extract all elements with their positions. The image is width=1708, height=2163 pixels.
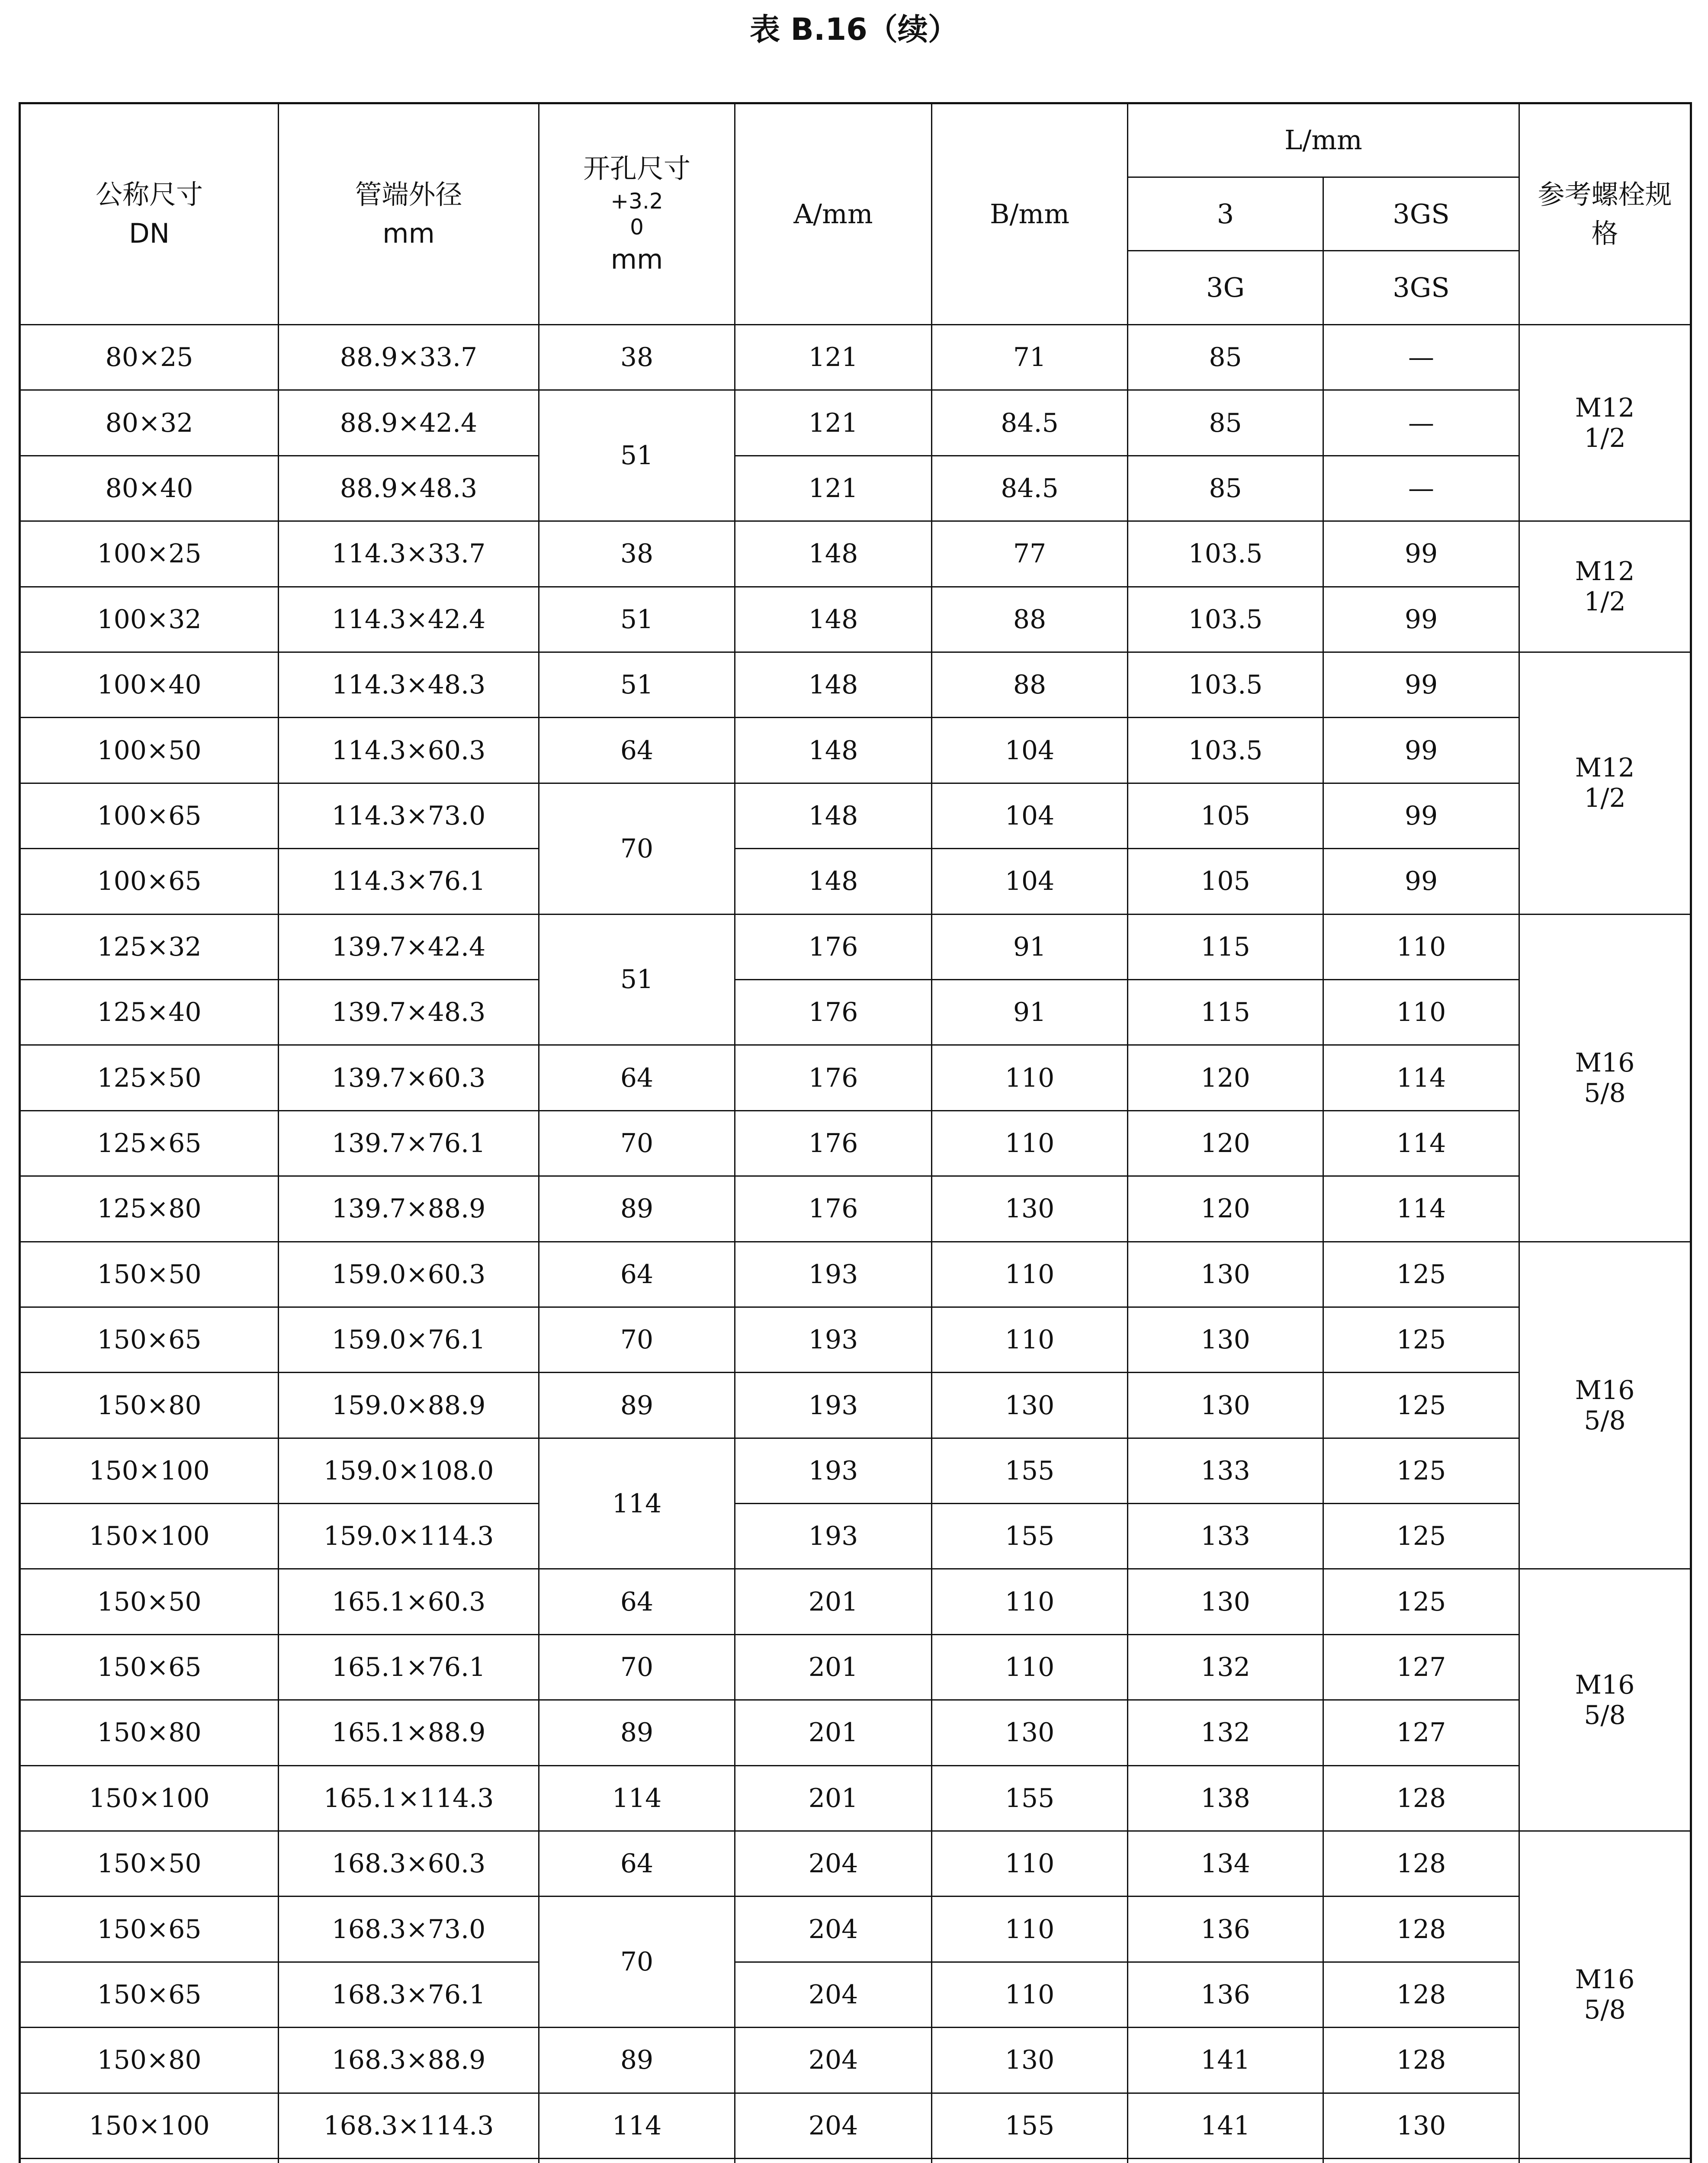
cell-bolt-spec [1519, 325, 1691, 521]
cell-b: 110 [932, 1962, 1128, 2027]
cell-l-3gs: — [1323, 456, 1519, 521]
cell-a: 193 [735, 1242, 932, 1307]
header-bolt-spec: 参考螺栓规格 [1519, 103, 1691, 325]
cell-nominal-size: 150×65 [20, 1307, 279, 1372]
cell-outer-diameter [279, 2159, 539, 2163]
cell-nominal-size: 150×80 [20, 1373, 279, 1438]
table-row [20, 1307, 1691, 1372]
table-row [20, 849, 1691, 914]
cell-l-3: 136 [1128, 1897, 1323, 1962]
cell-l-3: 120 [1128, 1110, 1323, 1176]
cell-hole-size: 89 [539, 1700, 735, 1765]
bolt-inch-size: 5/8 [1584, 1405, 1626, 1436]
cell-nominal-size: 150×65 [20, 1897, 279, 1962]
cell-nominal-size: 150×80 [20, 2028, 279, 2093]
cell-hole-size: 89 [539, 1176, 735, 1242]
cell-bolt-spec [1519, 1569, 1691, 1831]
cell-a: 201 [735, 1765, 932, 1831]
table-row [20, 2028, 1691, 2093]
cell-outer-diameter: 88.9×42.4 [279, 390, 539, 456]
cell-hole-size: 64 [539, 1831, 735, 1897]
cell-bolt-spec [1519, 1242, 1691, 1569]
table-row [20, 1242, 1691, 1307]
cell-b: 110 [932, 1242, 1128, 1307]
cell-hole-size: 114 [539, 1765, 735, 1831]
cell-l-3gs: 99 [1323, 652, 1519, 718]
cell-nominal-size: 125×65 [20, 1110, 279, 1176]
bolt-metric-size: M16 [1575, 1375, 1635, 1406]
cell-bolt-spec [1519, 2159, 1691, 2163]
header-l-3: 3 [1128, 177, 1323, 251]
cell-l-3: 133 [1128, 1438, 1323, 1503]
bolt-inch-size: 1/2 [1584, 423, 1626, 453]
cell-b: 104 [932, 849, 1128, 914]
bolt-inch-size: 5/8 [1584, 1078, 1626, 1108]
cell-l-3gs: 127 [1323, 1634, 1519, 1700]
table-title: 表 B.16（续） [750, 12, 958, 47]
table-row [20, 1765, 1691, 1831]
cell-outer-diameter: 159.0×60.3 [279, 1242, 539, 1307]
cell-b: 91 [932, 979, 1128, 1045]
cell-a: 121 [735, 456, 932, 521]
table-row [20, 1373, 1691, 1438]
cell-nominal-size: 150×65 [20, 1634, 279, 1700]
cell-l-3: 85 [1128, 325, 1323, 390]
cell-l-3gs: 99 [1323, 587, 1519, 652]
cell-l-3gs: 125 [1323, 1307, 1519, 1372]
cell-l-3gs: 99 [1323, 783, 1519, 848]
table-row [20, 1438, 1691, 1503]
cell-l-3gs: — [1323, 390, 1519, 456]
cell-a: 148 [735, 652, 932, 718]
bolt-metric-size: M16 [1575, 1669, 1635, 1700]
cell-hole-size: 64 [539, 1045, 735, 1110]
cell-outer-diameter: 168.3×76.1 [279, 1962, 539, 2027]
header-a: A/mm [735, 103, 932, 325]
cell-b: 91 [932, 914, 1128, 979]
cell-outer-diameter: 114.3×76.1 [279, 849, 539, 914]
cell-l-3: 105 [1128, 783, 1323, 848]
header-outer-diameter-unit: mm [382, 218, 435, 250]
table-row [20, 521, 1691, 587]
cell-b: 110 [932, 1831, 1128, 1897]
cell-l-3: 130 [1128, 1242, 1323, 1307]
header-hole-tolerance-lower: 0 [630, 215, 644, 240]
cell-hole-size: 64 [539, 1242, 735, 1307]
cell-b: 88 [932, 587, 1128, 652]
header-b: B/mm [932, 103, 1128, 325]
cell-outer-diameter: 168.3×114.3 [279, 2093, 539, 2158]
cell-hole-size: 51 [539, 587, 735, 652]
cell-a: 176 [735, 1045, 932, 1110]
cell-outer-diameter: 165.1×114.3 [279, 1765, 539, 1831]
header-hole-tolerance-upper: +3.2 [610, 189, 663, 214]
cell-a: 193 [735, 1307, 932, 1372]
cell-outer-diameter: 168.3×60.3 [279, 1831, 539, 1897]
cell-a: 148 [735, 718, 932, 783]
cell-a: 176 [735, 979, 932, 1045]
cell-b: 130 [932, 1176, 1128, 1242]
table-row [20, 1634, 1691, 1700]
bolt-inch-size: 5/8 [1584, 1700, 1626, 1730]
cell-b: 155 [932, 1504, 1128, 1569]
cell-hole-size: 114 [539, 2093, 735, 2158]
header-outer-diameter-label: 管端外径 [355, 179, 462, 211]
cell-l-3: 132 [1128, 1634, 1323, 1700]
cell-l-3: 133 [1128, 1504, 1323, 1569]
cell-a: 204 [735, 1962, 932, 2027]
cell-l-3gs: 128 [1323, 1962, 1519, 2027]
cell-outer-diameter: 139.7×42.4 [279, 914, 539, 979]
cell-outer-diameter: 165.1×88.9 [279, 1700, 539, 1765]
cell-outer-diameter: 165.1×76.1 [279, 1634, 539, 1700]
cell-l-3gs: 99 [1323, 521, 1519, 587]
cell-outer-diameter: 159.0×108.0 [279, 1438, 539, 1503]
cell-outer-diameter: 159.0×88.9 [279, 1373, 539, 1438]
cell-l-3gs: 125 [1323, 1242, 1519, 1307]
cell-l-3: 130 [1128, 1307, 1323, 1372]
table-row [20, 587, 1691, 652]
cell-hole-size: 89 [539, 2028, 735, 2093]
cell-a: 204 [735, 2028, 932, 2093]
cell-l-3gs [1323, 2159, 1519, 2163]
cell-bolt-spec [1519, 1831, 1691, 2159]
table-row [20, 1831, 1691, 1897]
cell-a: 201 [735, 1569, 932, 1634]
header-hole-size-label: 开孔尺寸 [583, 153, 690, 185]
cell-b: 110 [932, 1634, 1128, 1700]
specification-table [19, 102, 1692, 2163]
cell-l-3gs: 125 [1323, 1438, 1519, 1503]
cell-hole-size: 38 [539, 521, 735, 587]
cell-a: 176 [735, 914, 932, 979]
cell-l-3gs: 114 [1323, 1110, 1519, 1176]
table-row [20, 456, 1691, 521]
cell-nominal-size: 150×100 [20, 1765, 279, 1831]
header-nominal-size-label: 公称尺寸 [95, 179, 203, 211]
cell-b: 130 [932, 1700, 1128, 1765]
cell-l-3gs: 110 [1323, 914, 1519, 979]
cell-hole-size: 51 [539, 652, 735, 718]
cell-b: 130 [932, 1373, 1128, 1438]
cell-l-3gs: 125 [1323, 1504, 1519, 1569]
table-header [20, 103, 1691, 325]
cell-l-3: 120 [1128, 1176, 1323, 1242]
cell-a: 148 [735, 783, 932, 848]
cell-outer-diameter: 114.3×60.3 [279, 718, 539, 783]
cell-b: 110 [932, 1307, 1128, 1372]
cell-nominal-size: 150×80 [20, 1700, 279, 1765]
bolt-metric-size: M16 [1575, 1964, 1635, 1995]
cell-hole-size: 51 [539, 390, 735, 521]
cell-l-3gs: 128 [1323, 2028, 1519, 2093]
cell-l-3gs: — [1323, 325, 1519, 390]
cell-b: 110 [932, 1569, 1128, 1634]
cell-hole-size [539, 2159, 735, 2163]
table-row [20, 914, 1691, 979]
cell-nominal-size: 100×65 [20, 783, 279, 848]
cell-l-3: 136 [1128, 1962, 1323, 2027]
cell-outer-diameter: 168.3×73.0 [279, 1897, 539, 1962]
cell-l-3: 115 [1128, 979, 1323, 1045]
cell-a: 204 [735, 2093, 932, 2158]
table-row [20, 783, 1691, 848]
cell-nominal-size: 100×65 [20, 849, 279, 914]
cell-b: 77 [932, 521, 1128, 587]
cell-nominal-size: 150×100 [20, 1504, 279, 1569]
cell-outer-diameter: 139.7×48.3 [279, 979, 539, 1045]
cell-l-3gs: 128 [1323, 1897, 1519, 1962]
cell-l-3: 115 [1128, 914, 1323, 979]
cell-b: 110 [932, 1897, 1128, 1962]
cell-nominal-size [20, 2159, 279, 2163]
cell-bolt-spec [1519, 652, 1691, 915]
cell-l-3gs: 128 [1323, 1831, 1519, 1897]
cell-nominal-size: 100×25 [20, 521, 279, 587]
cell-nominal-size: 100×40 [20, 652, 279, 718]
cell-l-3: 103.5 [1128, 521, 1323, 587]
cell-hole-size: 114 [539, 1438, 735, 1569]
table-row [20, 1897, 1691, 1962]
cell-nominal-size: 150×100 [20, 2093, 279, 2158]
cell-outer-diameter: 168.3×88.9 [279, 2028, 539, 2093]
table-row [20, 2159, 1691, 2163]
cell-b: 84.5 [932, 456, 1128, 521]
cell-outer-diameter: 114.3×48.3 [279, 652, 539, 718]
header-hole-size [539, 103, 735, 325]
cell-l-3gs: 127 [1323, 1700, 1519, 1765]
table-row [20, 2093, 1691, 2158]
header-nominal-size-unit: DN [128, 218, 170, 250]
cell-b: 110 [932, 1110, 1128, 1176]
header-hole-size-unit: mm [610, 244, 663, 276]
header-outer-diameter [279, 103, 539, 325]
cell-hole-size: 70 [539, 1307, 735, 1372]
table-row [20, 390, 1691, 456]
cell-l-3: 134 [1128, 1831, 1323, 1897]
cell-b: 84.5 [932, 390, 1128, 456]
cell-bolt-spec [1519, 521, 1691, 652]
cell-l-3: 130 [1128, 1569, 1323, 1634]
header-l: L/mm [1128, 103, 1519, 177]
cell-hole-size: 38 [539, 325, 735, 390]
table-row [20, 1569, 1691, 1634]
cell-hole-size: 70 [539, 783, 735, 914]
cell-l-3: 103.5 [1128, 718, 1323, 783]
cell-l-3: 103.5 [1128, 587, 1323, 652]
table-row [20, 1045, 1691, 1110]
cell-hole-size: 51 [539, 914, 735, 1045]
cell-l-3: 120 [1128, 1045, 1323, 1110]
table-row [20, 1504, 1691, 1569]
cell-hole-size: 64 [539, 718, 735, 783]
bolt-inch-size: 5/8 [1584, 1995, 1626, 2025]
cell-l-3gs: 125 [1323, 1373, 1519, 1438]
cell-nominal-size: 150×50 [20, 1242, 279, 1307]
cell-l-3gs: 125 [1323, 1569, 1519, 1634]
cell-l-3: 85 [1128, 390, 1323, 456]
header-l-3gs-bottom: 3GS [1323, 251, 1519, 325]
cell-a: 148 [735, 849, 932, 914]
cell-nominal-size: 125×32 [20, 914, 279, 979]
cell-nominal-size: 80×32 [20, 390, 279, 456]
cell-nominal-size: 80×40 [20, 456, 279, 521]
cell-l-3gs: 110 [1323, 979, 1519, 1045]
cell-l-3: 138 [1128, 1765, 1323, 1831]
cell-outer-diameter: 139.7×88.9 [279, 1176, 539, 1242]
cell-nominal-size: 100×32 [20, 587, 279, 652]
cell-outer-diameter: 88.9×48.3 [279, 456, 539, 521]
cell-hole-size: 70 [539, 1634, 735, 1700]
cell-b: 130 [932, 2028, 1128, 2093]
table-row [20, 1700, 1691, 1765]
table-row [20, 979, 1691, 1045]
cell-outer-diameter: 88.9×33.7 [279, 325, 539, 390]
bolt-metric-size: M12 [1575, 556, 1635, 587]
cell-nominal-size: 150×50 [20, 1831, 279, 1897]
header-l-3gs-top: 3GS [1323, 177, 1519, 251]
cell-a: 176 [735, 1176, 932, 1242]
bolt-inch-size: 1/2 [1584, 587, 1626, 617]
cell-l-3gs: 130 [1323, 2093, 1519, 2158]
cell-nominal-size: 150×100 [20, 1438, 279, 1503]
header-nominal-size [20, 103, 279, 325]
bolt-inch-size: 1/2 [1584, 783, 1626, 814]
cell-a: 193 [735, 1438, 932, 1503]
cell-hole-size: 70 [539, 1110, 735, 1176]
cell-l-3gs: 114 [1323, 1176, 1519, 1242]
cell-a: 121 [735, 390, 932, 456]
cell-a: 121 [735, 325, 932, 390]
cell-nominal-size: 80×25 [20, 325, 279, 390]
cell-a: 176 [735, 1110, 932, 1176]
table-row [20, 1110, 1691, 1176]
table-row [20, 325, 1691, 390]
cell-a: 148 [735, 587, 932, 652]
table-row [20, 1962, 1691, 2027]
header-l-3g: 3G [1128, 251, 1323, 325]
cell-l-3: 105 [1128, 849, 1323, 914]
cell-outer-diameter: 139.7×60.3 [279, 1045, 539, 1110]
cell-b: 88 [932, 652, 1128, 718]
cell-l-3gs: 99 [1323, 718, 1519, 783]
table-row [20, 1176, 1691, 1242]
cell-l-3 [1128, 2159, 1323, 2163]
cell-outer-diameter: 159.0×76.1 [279, 1307, 539, 1372]
cell-l-3: 85 [1128, 456, 1323, 521]
cell-a: 204 [735, 1831, 932, 1897]
bolt-metric-size: M16 [1575, 1047, 1635, 1078]
cell-outer-diameter: 165.1×60.3 [279, 1569, 539, 1634]
cell-nominal-size: 125×80 [20, 1176, 279, 1242]
cell-outer-diameter: 114.3×33.7 [279, 521, 539, 587]
cell-outer-diameter: 159.0×114.3 [279, 1504, 539, 1569]
bolt-metric-size: M12 [1575, 753, 1635, 783]
cell-a: 204 [735, 1897, 932, 1962]
cell-l-3: 130 [1128, 1373, 1323, 1438]
cell-outer-diameter: 114.3×42.4 [279, 587, 539, 652]
cell-outer-diameter: 114.3×73.0 [279, 783, 539, 848]
cell-l-3gs: 114 [1323, 1045, 1519, 1110]
cell-a: 201 [735, 1700, 932, 1765]
cell-a: 193 [735, 1504, 932, 1569]
cell-hole-size: 64 [539, 1569, 735, 1634]
cell-hole-size: 89 [539, 1373, 735, 1438]
table-body [20, 325, 1691, 2163]
cell-b: 155 [932, 1765, 1128, 1831]
cell-l-3gs: 99 [1323, 849, 1519, 914]
table-row [20, 652, 1691, 718]
cell-a: 193 [735, 1373, 932, 1438]
table-row [20, 718, 1691, 783]
cell-nominal-size: 150×65 [20, 1962, 279, 2027]
cell-b: 104 [932, 718, 1128, 783]
cell-nominal-size: 125×40 [20, 979, 279, 1045]
cell-l-3gs: 128 [1323, 1765, 1519, 1831]
cell-a: 148 [735, 521, 932, 587]
cell-outer-diameter: 139.7×76.1 [279, 1110, 539, 1176]
cell-nominal-size: 150×50 [20, 1569, 279, 1634]
cell-bolt-spec [1519, 914, 1691, 1242]
cell-l-3: 103.5 [1128, 652, 1323, 718]
cell-b [932, 2159, 1128, 2163]
cell-a [735, 2159, 932, 2163]
cell-b: 104 [932, 783, 1128, 848]
cell-b: 71 [932, 325, 1128, 390]
cell-l-3: 132 [1128, 1700, 1323, 1765]
cell-b: 110 [932, 1045, 1128, 1110]
bolt-metric-size: M12 [1575, 392, 1635, 423]
cell-b: 155 [932, 2093, 1128, 2158]
cell-l-3: 141 [1128, 2093, 1323, 2158]
cell-b: 155 [932, 1438, 1128, 1503]
cell-hole-size: 70 [539, 1897, 735, 2028]
cell-nominal-size: 100×50 [20, 718, 279, 783]
cell-l-3: 141 [1128, 2028, 1323, 2093]
cell-nominal-size: 125×50 [20, 1045, 279, 1110]
cell-a: 201 [735, 1634, 932, 1700]
